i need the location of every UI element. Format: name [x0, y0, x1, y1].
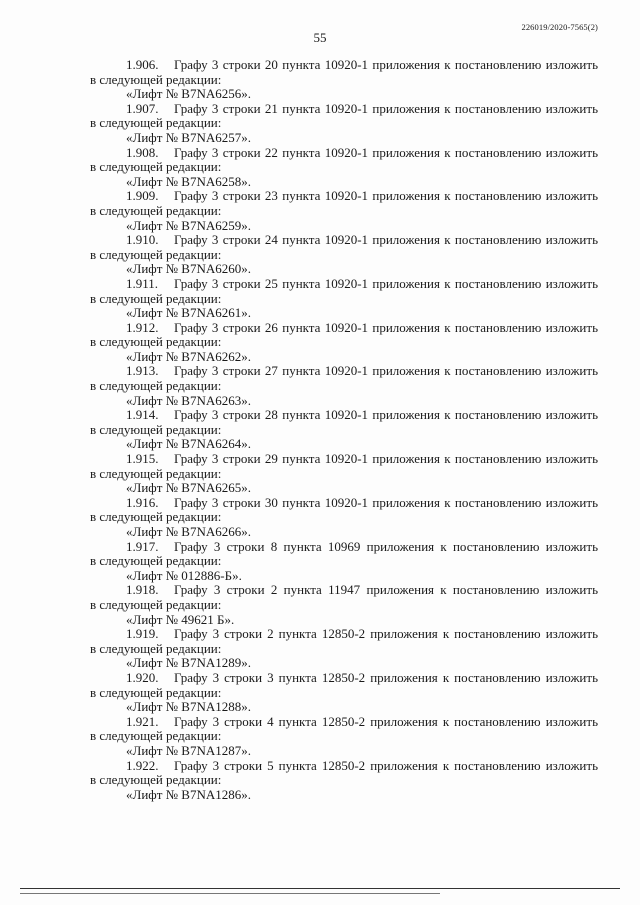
item-number: 1.906.: [126, 57, 159, 72]
item-number: 1.920.: [126, 669, 159, 685]
item-number: 1.912.: [126, 319, 159, 335]
item-continuation: в следующей редакции:: [90, 246, 222, 262]
amendment-instruction: [90, 496, 598, 511]
item-text: Графу 3 строки 20 пункта 10920-1 приложения к постановлению изложить: [174, 57, 598, 72]
item-text: Графу 3 строки 5 пункта 12850-2 приложения к постановлению изложить: [174, 757, 598, 773]
item-text: Графу 3 строки 3 пункта 12850-2 приложения к постановлению изложить: [174, 669, 598, 685]
amendment-item: [90, 408, 598, 452]
item-number: 1.910.: [126, 232, 159, 248]
item-text: Графу 3 строки 29 пункта 10920-1 приложения к постановлению изложить: [174, 451, 598, 467]
item-number: 1.915.: [126, 451, 159, 467]
new-wording: «Лифт № B7NA1286».: [126, 786, 251, 802]
item-continuation: в следующей редакции:: [90, 159, 222, 175]
item-text: Графу 3 строки 22 пункта 10920-1 приложения к постановлению изложить: [174, 144, 598, 160]
amendment-item: [90, 583, 598, 627]
new-wording: «Лифт № B7NA6257».: [126, 129, 251, 145]
item-continuation: в следующей редакции:: [90, 115, 222, 131]
new-wording: «Лифт № B7NA6263».: [126, 392, 251, 408]
amendment-instruction: [90, 452, 598, 467]
item-number: 1.914.: [126, 407, 159, 423]
amendment-item: [90, 715, 598, 759]
amendment-instruction: [90, 583, 598, 598]
amendment-item: [90, 627, 598, 671]
amendment-item: [90, 102, 598, 146]
item-text: Графу 3 строки 27 пункта 10920-1 приложения к постановлению изложить: [174, 363, 598, 379]
new-wording: «Лифт № B7NA6260».: [126, 261, 251, 277]
item-continuation: в следующей редакции:: [90, 378, 222, 394]
item-number: 1.908.: [126, 144, 159, 160]
new-wording: «Лифт № B7NA6262».: [126, 348, 251, 364]
new-wording: «Лифт № B7NA6259».: [126, 217, 251, 233]
item-number: 1.907.: [126, 100, 159, 116]
footer-rule: [20, 888, 620, 889]
new-wording: «Лифт № B7NA6258».: [126, 173, 251, 189]
amendment-instruction: [90, 627, 598, 642]
item-number: 1.917.: [126, 538, 159, 554]
new-wording: «Лифт № B7NA1288».: [126, 699, 251, 715]
new-wording: «Лифт № B7NA6264».: [126, 436, 251, 452]
item-text: Графу 3 строки 2 пункта 12850-2 приложения к постановлению изложить: [174, 626, 598, 642]
item-text: Графу 3 строки 26 пункта 10920-1 приложения к постановлению изложить: [174, 319, 598, 335]
new-wording: «Лифт № 012886-Б».: [126, 567, 242, 583]
item-text: Графу 3 строки 21 пункта 10920-1 приложения к постановлению изложить: [174, 100, 598, 116]
amendment-item: [90, 496, 598, 540]
document-code: 226019/2020-7565(2): [521, 22, 598, 32]
item-text: Графу 3 строки 25 пункта 10920-1 приложения к постановлению изложить: [174, 275, 598, 291]
amendment-instruction: [90, 715, 598, 730]
new-wording: «Лифт № B7NA6256».: [126, 86, 251, 102]
new-wording: «Лифт № 49621 Б».: [126, 611, 235, 627]
amendment-instruction: [90, 321, 598, 336]
item-number: 1.911.: [126, 275, 159, 291]
amendment-instruction: [90, 102, 598, 117]
item-number: 1.909.: [126, 188, 159, 204]
new-wording: «Лифт № B7NA6265».: [126, 480, 251, 496]
new-wording: «Лифт № B7NA6266».: [126, 524, 251, 539]
amendment-item: [90, 540, 598, 584]
item-continuation: в следующей редакции:: [90, 465, 222, 481]
new-wording: «Лифт № B7NA1289».: [126, 655, 251, 671]
item-number: 1.916.: [126, 494, 159, 510]
item-text: Графу 3 строки 24 пункта 10920-1 приложения к постановлению изложить: [174, 232, 598, 248]
amendment-instruction: [90, 189, 598, 204]
item-continuation: в следующей редакции:: [90, 684, 222, 700]
item-continuation: в следующей редакции:: [90, 728, 222, 744]
amendment-instruction: [90, 146, 598, 161]
new-wording: «Лифт № B7NA6261».: [126, 305, 251, 321]
item-number: 1.918.: [126, 582, 159, 598]
amendment-instruction: [90, 58, 598, 73]
item-continuation: в следующей редакции:: [90, 596, 222, 612]
item-continuation: в следующей редакции:: [90, 202, 222, 218]
footer-rule-secondary: [20, 893, 440, 894]
document-body: [90, 58, 598, 802]
amendment-item: [90, 277, 598, 321]
amendment-item: [90, 671, 598, 715]
item-continuation: в следующей редакции:: [90, 334, 222, 350]
amendment-instruction: [90, 233, 598, 248]
amendment-instruction: [90, 277, 598, 292]
item-text: Графу 3 строки 2 пункта 11947 приложения к постановлению изложить: [174, 582, 598, 598]
amendment-instruction: [90, 364, 598, 379]
item-continuation: в следующей редакции:: [90, 640, 222, 656]
amendment-item: [90, 233, 598, 277]
item-continuation: в следующей редакции:: [90, 509, 222, 525]
amendment-instruction: [90, 671, 598, 686]
amendment-item: [90, 189, 598, 233]
amendment-instruction: [90, 540, 598, 555]
item-number: 1.913.: [126, 363, 159, 379]
amendment-item: [90, 321, 598, 365]
amendment-item: [90, 146, 598, 190]
item-text: Графу 3 строки 30 пункта 10920-1 приложения к постановлению изложить: [174, 494, 598, 510]
item-continuation: в следующей редакции:: [90, 553, 222, 569]
item-text: Графу 3 строки 28 пункта 10920-1 приложения к постановлению изложить: [174, 407, 598, 423]
item-continuation: в следующей редакции:: [90, 290, 222, 306]
amendment-instruction: [90, 759, 598, 774]
item-continuation: в следующей редакции:: [90, 772, 222, 788]
new-wording: «Лифт № B7NA1287».: [126, 742, 251, 758]
item-text: Графу 3 строки 8 пункта 10969 приложения к постановлению изложить: [174, 538, 598, 554]
item-continuation: в следующей редакции:: [90, 421, 222, 437]
amendment-instruction: [90, 408, 598, 423]
item-text: Графу 3 строки 4 пункта 12850-2 приложения к постановлению изложить: [174, 713, 598, 729]
item-number: 1.922.: [126, 757, 159, 773]
amendment-item: [90, 452, 598, 496]
item-text: Графу 3 строки 23 пункта 10920-1 приложения к постановлению изложить: [174, 188, 598, 204]
item-number: 1.921.: [126, 713, 159, 729]
amendment-item: [90, 58, 598, 102]
item-continuation: в следующей редакции:: [90, 71, 222, 87]
page-number: 55: [313, 30, 327, 45]
amendment-item: [90, 364, 598, 408]
amendment-item: [90, 759, 598, 803]
item-number: 1.919.: [126, 626, 159, 642]
